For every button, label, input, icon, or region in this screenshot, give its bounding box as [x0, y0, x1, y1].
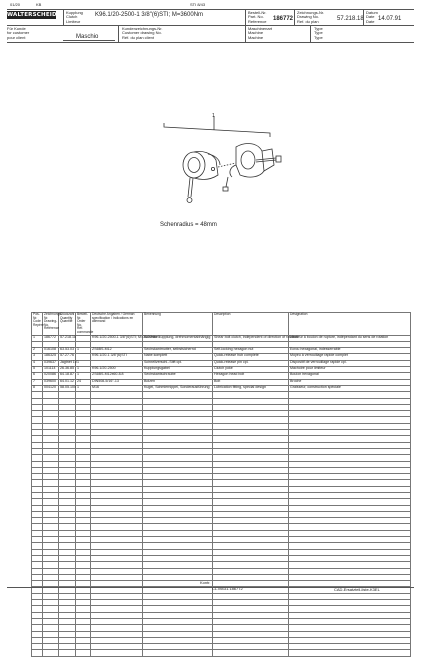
table-cell: ZS6BS-M12x60-8.8 [91, 373, 143, 379]
table-cell: Sechskantmutter, selbstsichernd [143, 348, 213, 354]
table-cell: 64.18.87 [59, 373, 76, 379]
list-code: CL.M431.186772 [212, 586, 243, 591]
table-cell: 26.36.85 [59, 367, 76, 373]
exploded-view-drawing [150, 105, 300, 220]
drawing-number: 57.218.18 [337, 16, 364, 22]
table-cell: Machoire pour limiteur [289, 367, 411, 373]
table-cell: 3 [32, 354, 43, 360]
col-header-benennung: Benennung [143, 313, 213, 336]
table-cell: Kugel, Schmiernippel, Sonderausführung [143, 385, 213, 391]
table-cell: 101114 [43, 367, 59, 373]
date-value: 14.07.91 [378, 16, 402, 22]
table-cell: 1 [32, 335, 43, 341]
col-header-order-no: Bestell-Nr. Order No. Réf. commande [77, 312, 94, 334]
table-cell: 186772 [43, 335, 59, 341]
table-header-row [32, 313, 411, 336]
table-cell: Nabe komplett [143, 354, 213, 360]
top-mark-center: STI 8/43 [190, 2, 206, 7]
table-cell: Moyeu à verrouillage rapide complet [289, 354, 411, 360]
table-cell: 1 [76, 367, 91, 373]
table-cell: 63.53.03 [59, 348, 76, 354]
kind-labels: Kupplung Clutch Limiteur [66, 10, 83, 24]
table-cell: Lubrication fitting, special design [213, 385, 289, 391]
table-cell: 58.05.100 [59, 385, 76, 391]
table-cell: 1 [76, 385, 91, 391]
table-cell: Self-locking hexagon nut [213, 348, 289, 354]
table-cell: 64.01.12 [59, 379, 76, 385]
figure-caption: Schenradius = 48mm [160, 222, 217, 228]
part-number: 186772 [273, 16, 294, 22]
drawing-no-labels: Zeichnungs-Nr. Drawing No. Ref. du plan [297, 10, 325, 24]
table-cell: Dispositif de verrouillage rapide cpl. [289, 360, 411, 366]
quick-release-pin [187, 178, 193, 203]
table-cell: 020086 [43, 373, 59, 379]
signature-label: Kontr. [200, 580, 211, 585]
table-cell: Graisseur, construction spéciale [289, 385, 411, 391]
table-cell: 186325 [43, 354, 59, 360]
table-cell: ZS6BS-M12 [91, 348, 143, 354]
table-cell: K96.1/20-2500-1 3/8"(6)STI; M=3600Nm [91, 335, 143, 341]
table-cell: 2 [32, 348, 43, 354]
table-cell: Quick-release hub complete [213, 354, 289, 360]
table-cell: 5 [32, 367, 43, 373]
table-cell: 8 [32, 385, 43, 391]
table-cell: 57.27.76 [59, 354, 76, 360]
table-cell: 4 [32, 360, 43, 366]
table-cell: K96.1/20-1 3/8"(6)STI [91, 354, 143, 360]
callout-number: 1 [212, 113, 215, 119]
table-cell: 6 [32, 373, 43, 379]
table-cell: Schnellverschl.-Stift cpl. [143, 360, 213, 366]
table-cell: 039600 [43, 379, 59, 385]
table-cell: Sechskantschraube [143, 373, 213, 379]
list-series: CAD-Ersatzteil-liste-K3EL [334, 587, 380, 592]
table-cell [213, 650, 289, 656]
table-cell [43, 650, 59, 656]
table-cell: M16 [91, 385, 143, 391]
col-header-description: Description [213, 313, 289, 336]
table-cell [59, 650, 76, 656]
table-cell: 7 [32, 379, 43, 385]
table-cell: 1 [76, 348, 91, 354]
table-cell: Hexagon head bolt [213, 373, 289, 379]
top-mark-left2: KB [36, 2, 42, 7]
table-cell [91, 650, 143, 656]
clutch-yoke-right [230, 144, 274, 178]
table-cell: Jagtnet 10 [59, 360, 76, 366]
table-cell: 004120 [43, 385, 59, 391]
table-cell: 1 [76, 373, 91, 379]
col-header-designation: Désignation [289, 313, 411, 336]
table-cell: Schenkelkupplung, drehmomentabhängig [143, 335, 213, 341]
table-cell: 016108 [43, 348, 59, 354]
table-cell: Kupplungsgabel [143, 367, 213, 373]
table-cell: Quick-release pin cpl. [213, 360, 289, 366]
table-cell: Boulon hexagonal [289, 373, 411, 379]
top-mark-left: 01/20 [10, 2, 21, 7]
table-cell: Bolzen [143, 379, 213, 385]
type-labels: Type Type Type [314, 26, 323, 40]
table-cell: 039637 [43, 360, 59, 366]
table-cell [143, 650, 213, 656]
customer-name: Maschio [76, 34, 99, 40]
col-header-drawing-no: Zeichnungs-Nr. Drawing-No. Référence [43, 313, 59, 336]
customer-labels: Für Kunde for customer pour client [7, 26, 30, 40]
clutch-yoke-left [183, 151, 220, 179]
lubrication-fitting [223, 177, 228, 191]
table-cell: Bolt [213, 379, 289, 385]
table-cell: 1 [76, 360, 91, 366]
customer-drawing-labels: Kundenzeichnungs-Nr. Customer drawing No. Réf. du plan client [122, 26, 163, 40]
table-cell [76, 650, 91, 656]
table-cell: 57.218.18 [59, 335, 76, 341]
parts-list-table [31, 312, 411, 657]
table-cell: DIN508-5/16"-13 [91, 379, 143, 385]
table-cell: 24 [76, 379, 91, 385]
table-cell: Shear bolt clutch, independent of direction of rotation [213, 335, 289, 341]
col-header-pos: Pos-Nr. Code Repère [32, 313, 43, 336]
company-logo: WALTERSCHEID [7, 12, 57, 18]
table-cell: Limiteur à boulon de rupture, indépendant du sens de rotation [289, 335, 411, 341]
hexagon-bolt [256, 156, 281, 162]
table-row-blank [32, 650, 411, 656]
table-cell [289, 650, 411, 656]
col-header-quantity: Stückzahl Quantity Quantité [59, 313, 76, 336]
table-cell: Ecrou hexagonal, indesserrable [289, 348, 411, 354]
table-cell: Broche [289, 379, 411, 385]
table-cell: Clutch yoke [213, 367, 289, 373]
table-cell [32, 650, 43, 656]
item-description: K96.1/20-2500-1 3/8"(6)STI; M=3600Nm [95, 12, 204, 18]
date-labels: Datum Date Date [366, 10, 378, 24]
col-header-german-spec: Deutsche Angaben / German specification / Indications en allemand [91, 313, 143, 336]
table-cell: K96.1/20-2500 [91, 367, 143, 373]
machine-labels: Maschinenart Machine Machine [248, 26, 273, 40]
part-no-labels: Bestell-Nr. Part. No. Reference [248, 10, 267, 24]
